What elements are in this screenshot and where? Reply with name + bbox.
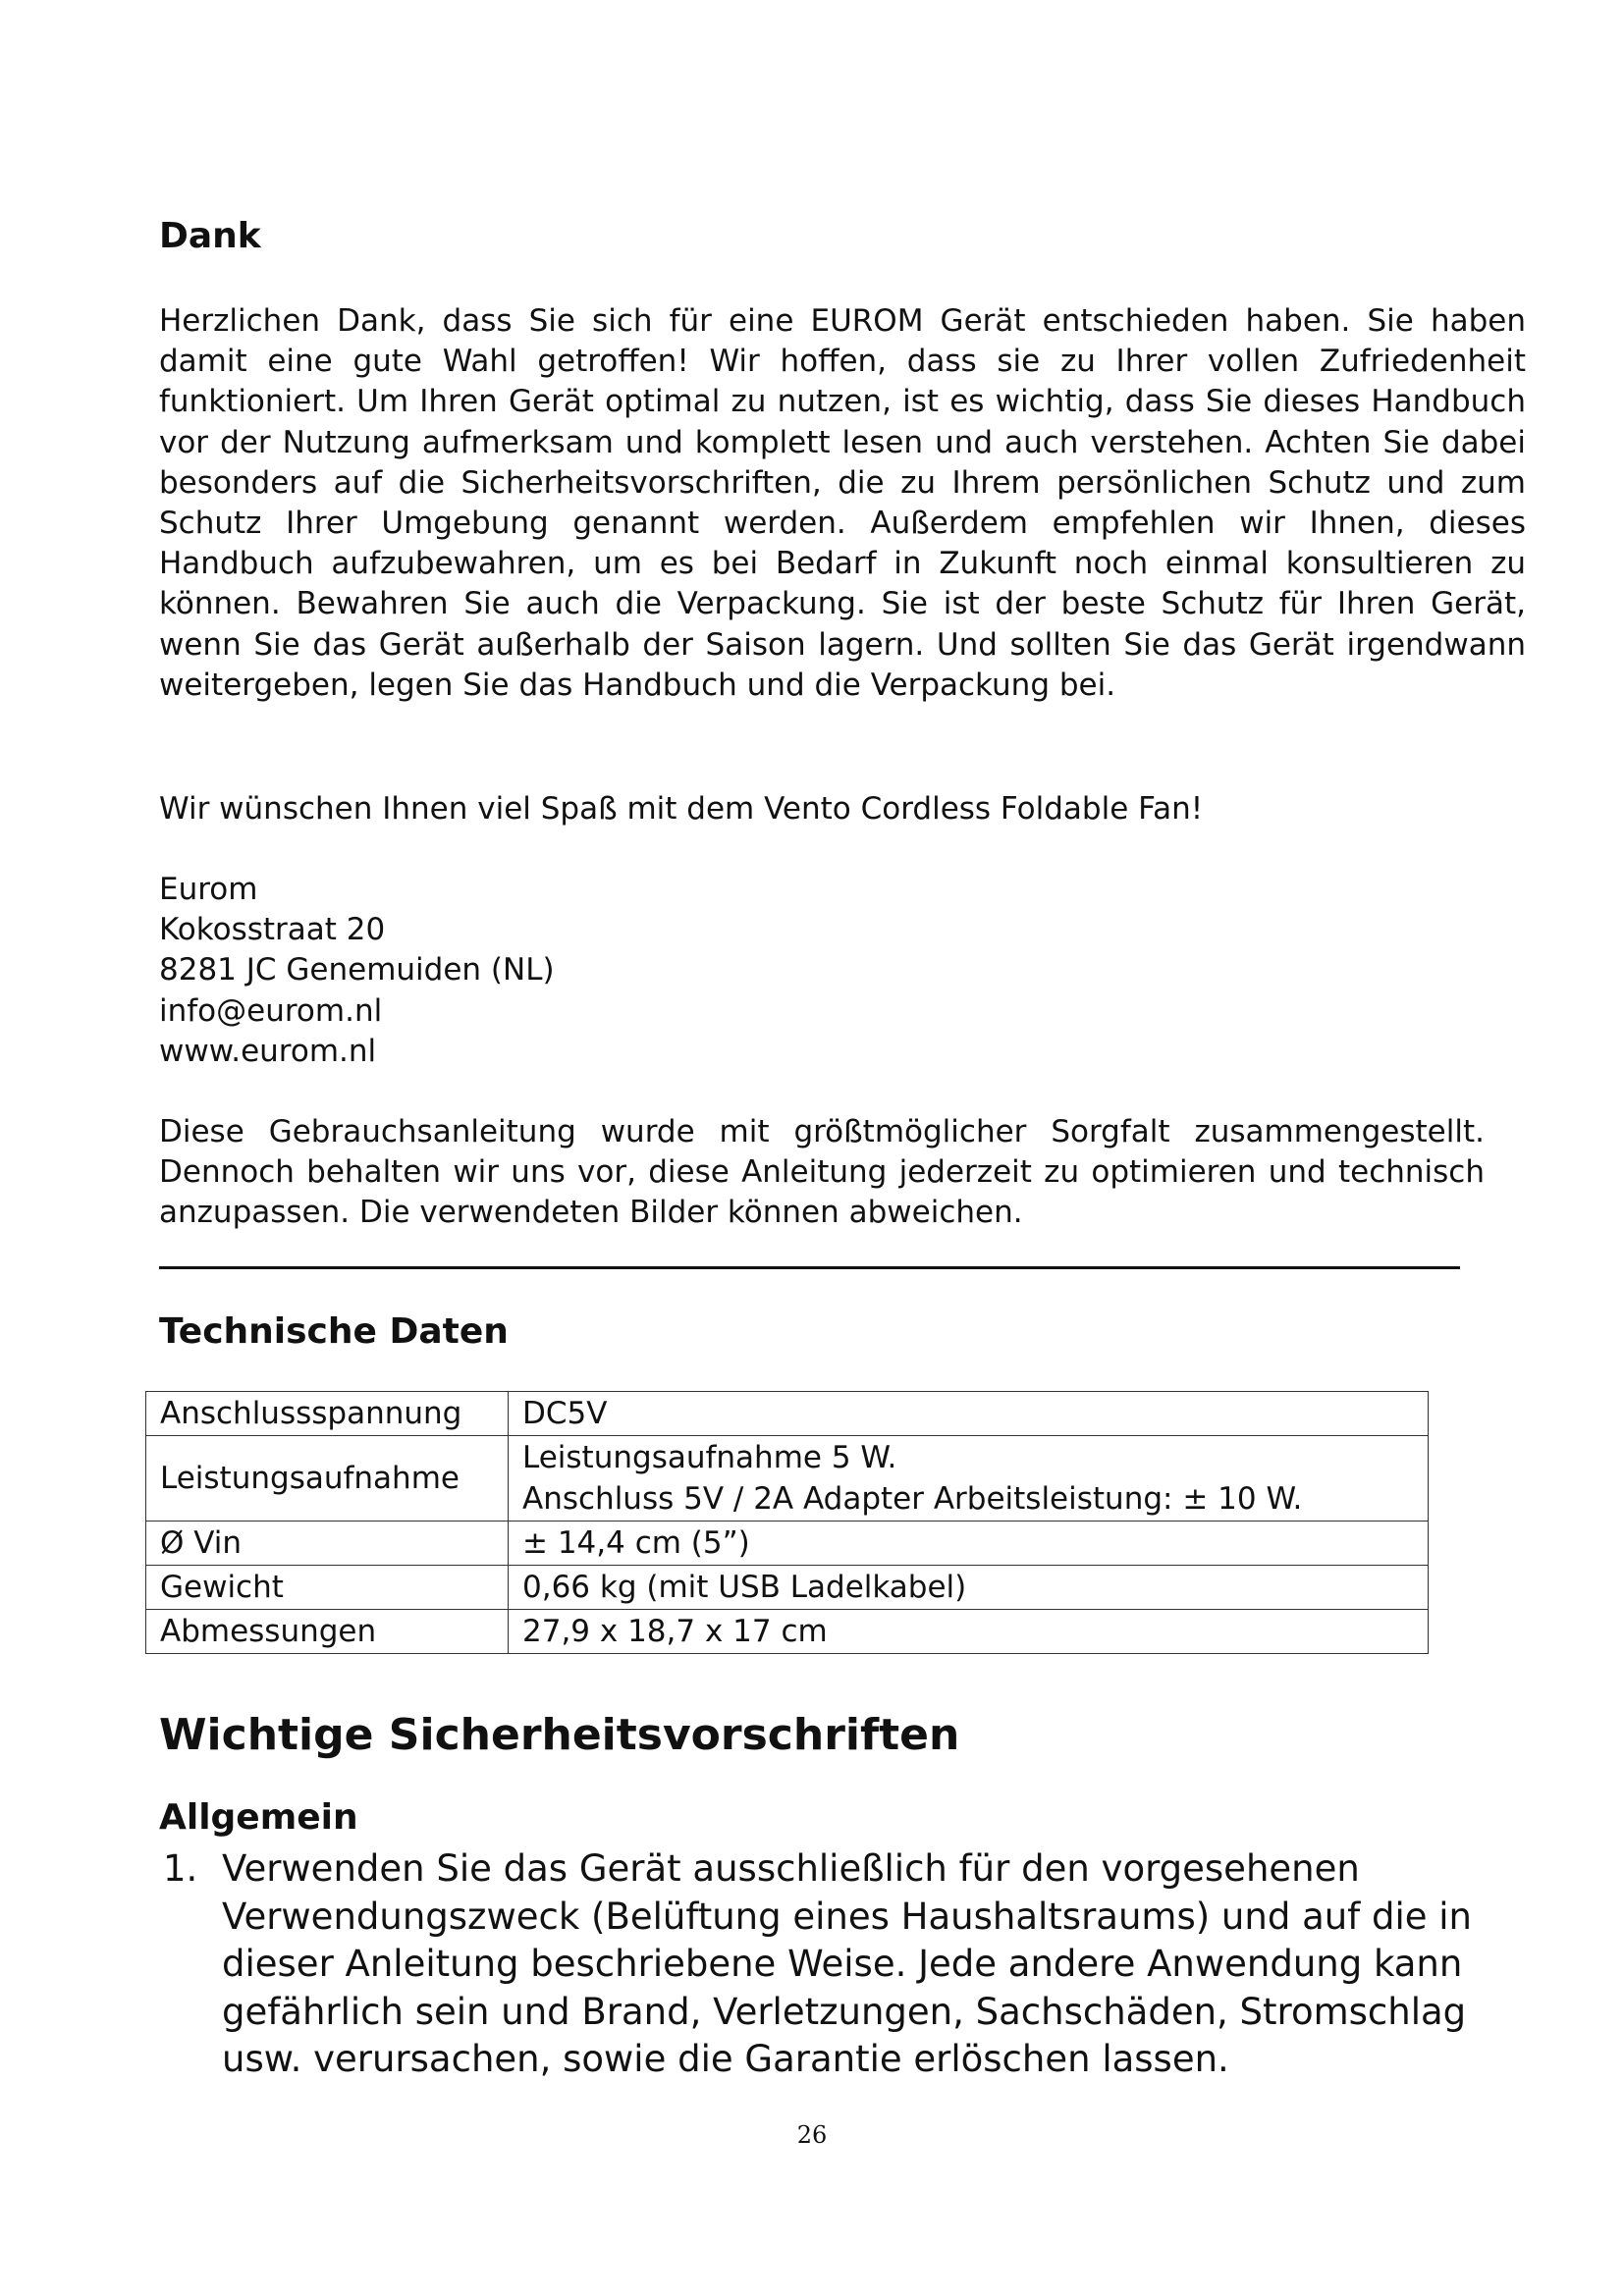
company-street: Kokosstraat 20 (159, 912, 386, 948)
spec-value (509, 1610, 1429, 1654)
table-row (146, 1392, 1429, 1436)
list-item (159, 1845, 1494, 2084)
spec-label: Ø Vin (146, 1522, 509, 1566)
safety-heading: Wichtige Sicherheitsvorschriften (159, 1710, 960, 1760)
list-item-text: Verwenden Sie das Gerät ausschließlich für den vorgesehenen Verwendungszweck (Belüftung eines Haushaltsraums) und auf die in dieser Anleitung beschriebene Weise. Jede andere Anwendung kann gefährlich sein und Brand, Verletzungen, Sachschäden, Stromschlag usw. verursachen, sowie die Garantie erlöschen lassen. (222, 1847, 1472, 2080)
spec-label: Gewicht (146, 1566, 509, 1610)
spec-value-line: DC5V (522, 1396, 608, 1431)
section-divider (159, 1266, 1460, 1269)
dank-heading: Dank (159, 216, 261, 256)
table-row (146, 1610, 1429, 1654)
company-address (159, 870, 555, 1072)
dank-paragraph: Herzlichen Dank, dass Sie sich für eine EUROM Gerät entschieden haben. Sie haben damit eine gute Wahl getroffen! Wir hoffen, dass sie zu Ihrer vollen Zufriedenheit funktioniert. Um Ihren Gerät optimal zu nutzen, ist es wichtig, dass Sie dieses Handbuch vor der Nutzung aufmerksam und komplett lesen und auch verstehen. Achten Sie dabei besonders auf die Sicherheitsvorschriften, die zu Ihrem persönlichen Schutz und zum Schutz Ihrer Umgebung genannt werden. Außerdem empfehlen wir Ihnen, dieses Handbuch aufzubewahren, um es bei Bedarf in Zukunft noch einmal konsultieren zu können. Bewahren Sie auch die Verpackung. Sie ist der beste Schutz für Ihren Gerät, wenn Sie das Gerät außerhalb der Saison lagern. Und sollten Sie das Gerät irgendwann weitergeben, legen Sie das Handbuch und die Verpackung bei. (159, 303, 1526, 703)
list-item-number: 1. (163, 1847, 198, 1890)
spec-value-line: 0,66 kg (mit USB Ladelkabel) (522, 1570, 967, 1605)
safety-list (159, 1845, 1494, 2084)
spec-label: Anschlussspannung (146, 1392, 509, 1436)
table-row (146, 1436, 1429, 1522)
spec-value (509, 1522, 1429, 1566)
spec-value-line: Leistungsaufnahme 5 W. (522, 1440, 897, 1475)
company-name: Eurom (159, 872, 258, 907)
spec-label: Abmessungen (146, 1610, 509, 1654)
spec-label: Leistungsaufnahme (146, 1436, 509, 1522)
company-email: info@eurom.nl (159, 992, 383, 1029)
disclaimer-paragraph: Diese Gebrauchsanleitung wurde mit größtmöglicher Sorgfalt zusammengestellt. Dennoch behalten wir uns vor, diese Anleitung jederzeit zu optimieren und technisch anzupassen. Die verwendeten Bilder können abweichen. (159, 1114, 1485, 1231)
tech-heading: Technische Daten (159, 1311, 509, 1352)
company-city: 8281 JC Genemuiden (NL) (159, 952, 555, 988)
spec-value-line: 27,9 x 18,7 x 17 cm (522, 1614, 828, 1649)
table-row (146, 1566, 1429, 1610)
spec-value-line: Anschluss 5V / 2A Adapter Arbeitsleistung: ± 10 W. (522, 1481, 1303, 1517)
spec-value (509, 1566, 1429, 1610)
spec-value-line: ± 14,4 cm (5”) (522, 1525, 750, 1561)
spec-value (509, 1436, 1429, 1522)
wish-text: Wir wünschen Ihnen viel Spaß mit dem Vento Cordless Foldable Fan! (159, 791, 1204, 827)
spec-value (509, 1392, 1429, 1436)
general-subheading: Allgemein (159, 1797, 358, 1838)
page-number: 26 (796, 2121, 828, 2149)
tech-specs-table (145, 1391, 1429, 1654)
table-row (146, 1522, 1429, 1566)
company-website: www.eurom.nl (159, 1033, 377, 1069)
